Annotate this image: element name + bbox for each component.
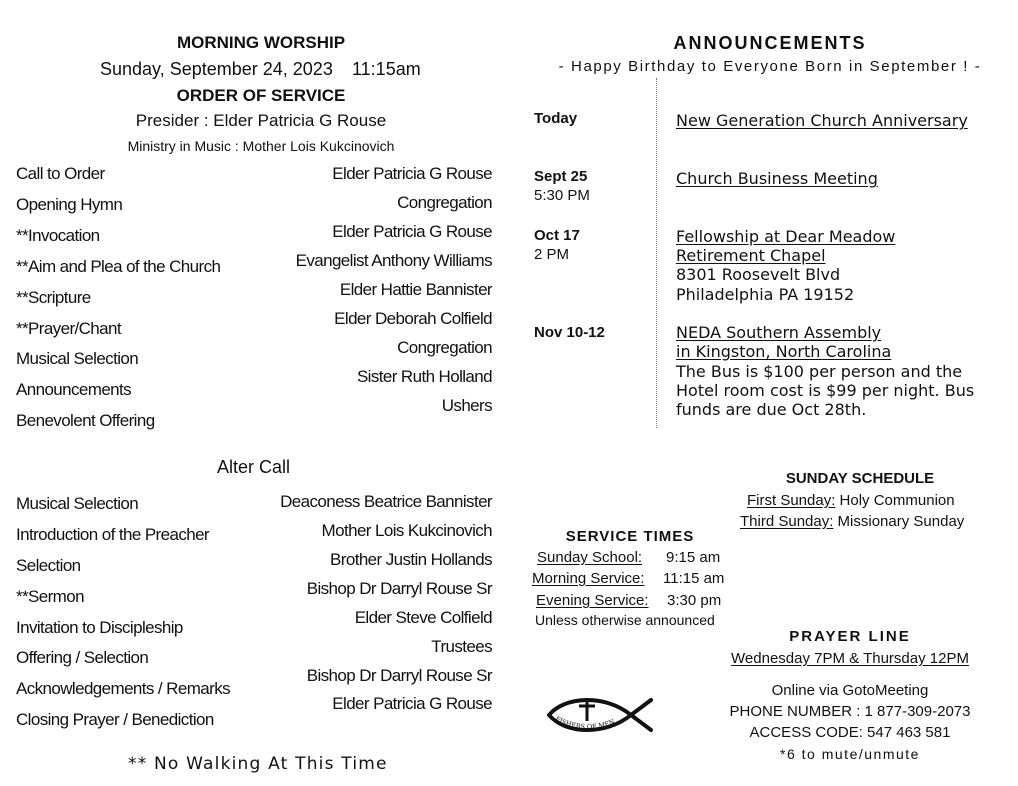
event-date: Oct 17 [534, 227, 580, 244]
fish-cross-icon [545, 692, 655, 738]
event-time: 2 PM [534, 246, 570, 263]
service-person: Elder Patricia G Rouse [332, 222, 492, 241]
event-title: Fellowship at Dear Meadow [676, 227, 896, 246]
event-date: Nov 10-12 [534, 324, 605, 341]
event-title: New Generation Church Anniversary [676, 111, 968, 130]
service-time-value: 9:15 am [666, 549, 721, 566]
sunday-schedule-row [740, 513, 964, 530]
service-item: Benevolent Offering [16, 411, 155, 430]
event-title: in Kingston, North Carolina [676, 342, 892, 361]
service-times-title: SERVICE TIMES [565, 528, 695, 545]
schedule-value: Holy Communion [835, 492, 955, 509]
service-item: Musical Selection [16, 349, 139, 368]
prayer-line-mute: *6 to mute/unmute [780, 746, 920, 762]
service-item: Announcements [16, 380, 132, 399]
sunday-schedule-title: SUNDAY SCHEDULE [785, 470, 935, 487]
schedule-label: First Sunday: [747, 492, 836, 509]
announcements-title: ANNOUNCEMENTS [673, 33, 867, 53]
service-item: Call to Order [16, 164, 105, 183]
prayer-line-online: Online via GotoMeeting [771, 682, 929, 699]
service-item: **Scripture [16, 288, 91, 307]
page-title: MORNING WORSHIP [176, 33, 346, 52]
order-of-service-title: ORDER OF SERVICE [176, 86, 346, 105]
event-time: 5:30 PM [534, 187, 590, 204]
service-person: Elder Hattie Bannister [339, 280, 492, 299]
service-date: Sunday, September 24, 2023 [100, 59, 333, 79]
prayer-line-title: PRAYER LINE [789, 628, 911, 645]
service-person: Evangelist Anthony Williams [295, 251, 492, 270]
event-detail: Philadelphia PA 19152 [676, 285, 855, 304]
prayer-line-schedule: Wednesday 7PM & Thursday 12PM [731, 650, 969, 667]
announcements-divider [656, 78, 657, 428]
service-person: Bishop Dr Darryl Rouse Sr [306, 579, 492, 598]
service-time-value: 11:15 am [663, 570, 725, 587]
service-person: Deaconess Beatrice Bannister [280, 492, 492, 511]
event-date: Sept 25 [534, 168, 588, 185]
service-item: Musical Selection [16, 494, 139, 513]
announcements-subtitle: - Happy Birthday to Everyone Born in September ! - [558, 58, 982, 75]
event-title: Retirement Chapel [676, 246, 826, 265]
event-title: Church Business Meeting [676, 169, 878, 188]
service-person: Sister Ruth Holland [356, 367, 492, 386]
event-detail: 8301 Roosevelt Blvd [676, 265, 841, 284]
service-item: Offering / Selection [16, 648, 149, 667]
event-detail: funds are due Oct 28th. [676, 400, 867, 419]
prayer-line-access: ACCESS CODE: 547 463 581 [749, 724, 951, 741]
prayer-line-phone: PHONE NUMBER : 1 877-309-2073 [729, 703, 971, 720]
service-person: Ushers [441, 396, 492, 415]
service-person: Congregation [397, 338, 492, 357]
service-person: Bishop Dr Darryl Rouse Sr [306, 666, 492, 685]
alter-call-heading: Alter Call [217, 457, 291, 477]
event-detail: The Bus is $100 per person and the [676, 362, 963, 381]
service-time-label: Evening Service: [536, 592, 649, 609]
service-person: Congregation [397, 193, 492, 212]
service-item: Closing Prayer / Benediction [16, 710, 214, 729]
service-person: Elder Deborah Colfield [334, 309, 492, 328]
sunday-schedule-row [747, 492, 955, 509]
service-person: Elder Patricia G Rouse [332, 164, 492, 183]
service-time-label: Morning Service: [532, 570, 645, 587]
event-detail: Hotel room cost is $99 per night. Bus [676, 381, 975, 400]
service-item: **Aim and Plea of the Church [16, 257, 221, 276]
service-item: Selection [16, 556, 81, 575]
service-person: Elder Patricia G Rouse [332, 694, 492, 713]
schedule-value: Missionary Sunday [833, 513, 965, 530]
service-person: Elder Steve Colfield [354, 608, 492, 627]
service-item: Acknowledgements / Remarks [16, 679, 230, 698]
service-item: Opening Hymn [16, 195, 123, 214]
service-person: Brother Justin Hollands [330, 550, 492, 569]
ministry-in-music: Ministry in Music : Mother Lois Kukcinovich [127, 138, 395, 154]
service-time: 11:15am [352, 59, 421, 79]
service-person: Mother Lois Kukcinovich [321, 521, 492, 540]
service-item: Introduction of the Preacher [16, 525, 209, 544]
fish-logo-text: FISHERS OF MEN [554, 714, 616, 731]
no-walking-notice: ** No Walking At This Time [128, 754, 388, 774]
schedule-label: Third Sunday: [740, 513, 834, 530]
service-item: Invitation to Discipleship [16, 618, 183, 637]
service-item: **Prayer/Chant [16, 319, 121, 338]
service-times-note: Unless otherwise announced [535, 612, 715, 628]
service-item: **Sermon [16, 587, 84, 606]
event-date: Today [534, 110, 578, 127]
service-time-value: 3:30 pm [667, 592, 722, 609]
service-person: Trustees [431, 637, 492, 656]
service-item: **Invocation [16, 226, 100, 245]
service-time-label: Sunday School: [537, 549, 643, 566]
event-title: NEDA Southern Assembly [676, 323, 882, 342]
presider: Presider : Elder Patricia G Rouse [135, 111, 387, 130]
